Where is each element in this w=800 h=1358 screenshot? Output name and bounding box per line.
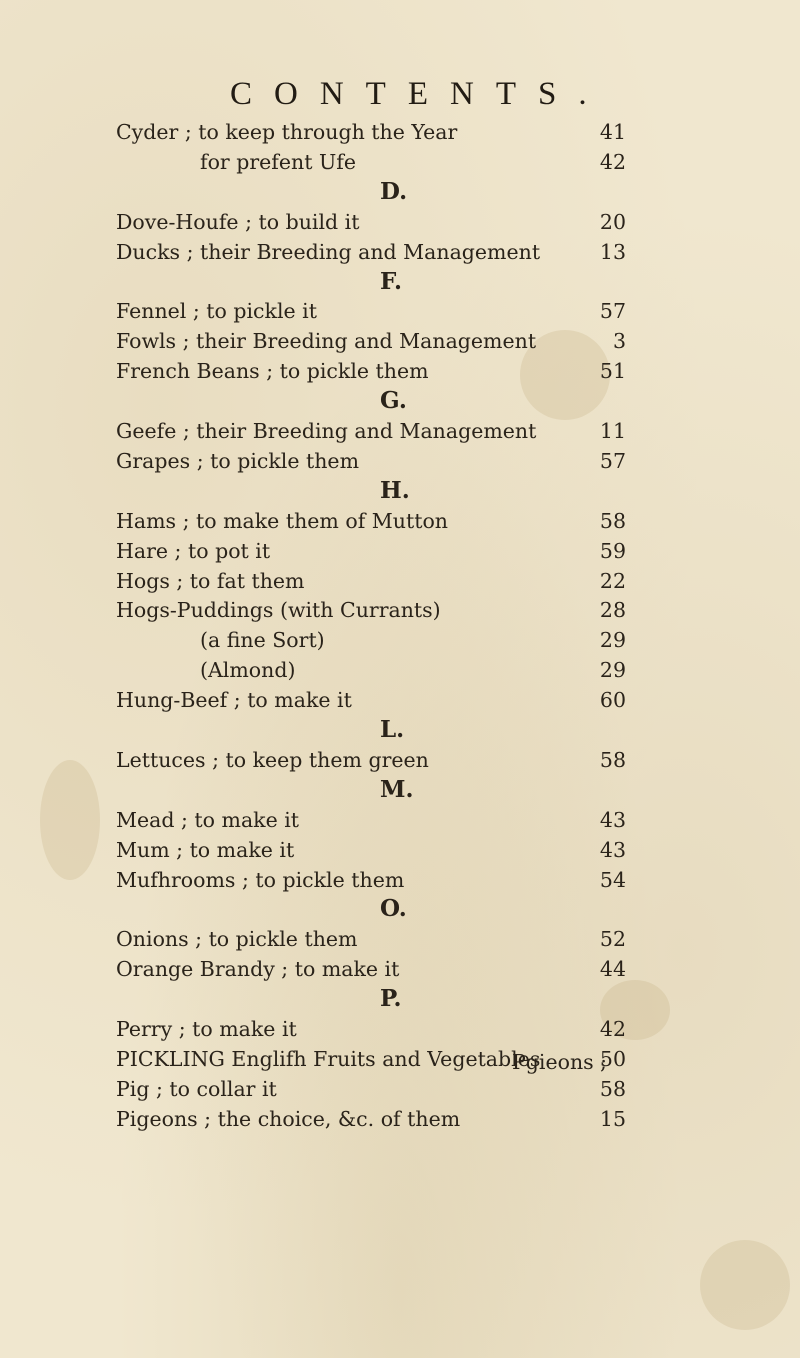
- entry-text: Cyder ; to keep through the Year: [116, 120, 458, 144]
- contents-entry: [0, 805, 800, 835]
- entry-text: Mum ; to make it: [116, 837, 295, 862]
- contents-entry: [0, 865, 800, 895]
- contents-entry: [0, 1074, 800, 1104]
- contents-entry: [0, 655, 800, 685]
- entry-page: 42: [599, 1017, 626, 1041]
- entry-text: (Almond): [200, 658, 296, 683]
- section-letter: F.: [380, 267, 403, 295]
- entry-text: Pigeons ; the choice, &c. of them: [116, 1106, 461, 1131]
- entry-text: Hams ; to make them of Mutton: [116, 508, 449, 533]
- entry-page: 42: [599, 149, 626, 174]
- entry-page: 50: [599, 1046, 626, 1071]
- entry-text: Perry ; to make it: [116, 1017, 297, 1041]
- section-letter: L.: [380, 716, 405, 743]
- entry-text: Geefe ; their Breeding and Management: [116, 419, 537, 443]
- section-letter: P.: [380, 985, 402, 1013]
- entry-text: Hogs-Puddings (with Currants): [116, 598, 441, 623]
- contents-entry: [0, 207, 800, 237]
- contents-entry: [0, 745, 800, 775]
- section-letter: M.: [380, 775, 414, 803]
- entry-text: Orange Brandy ; to make it: [116, 957, 400, 982]
- entry-page: 51: [599, 359, 626, 384]
- entry-page: 43: [599, 807, 626, 832]
- entry-page: 52: [599, 927, 626, 952]
- contents-entry: [0, 416, 800, 446]
- entry-page: 20: [599, 209, 626, 234]
- contents-entry: [0, 685, 800, 715]
- contents-entry: [0, 625, 800, 655]
- contents-entry: [0, 1014, 800, 1044]
- entry-text: French Beans ; to pickle them: [116, 359, 429, 384]
- entry-page: 15: [599, 1106, 626, 1131]
- entry-page: 22: [599, 568, 626, 593]
- contents-entry: [0, 356, 800, 386]
- entry-page: 29: [599, 658, 626, 683]
- contents-entry: [0, 296, 800, 326]
- contents-entry: [0, 446, 800, 476]
- entry-text: Fowls ; their Breeding and Management: [116, 329, 537, 354]
- entry-page: 43: [599, 837, 626, 862]
- entry-page: 58: [599, 508, 626, 533]
- catchword: Pgieons ;: [512, 1050, 608, 1074]
- contents-entry: [0, 237, 800, 267]
- entry-page: 13: [599, 239, 626, 264]
- contents-entry: [0, 147, 800, 177]
- contents-entry: [0, 1104, 800, 1134]
- entry-page: 58: [599, 1076, 626, 1101]
- contents-entry: [0, 566, 800, 596]
- contents-entry: [0, 536, 800, 566]
- entry-text: Fennel ; to pickle it: [116, 299, 317, 324]
- entry-text: Mead ; to make it: [116, 807, 300, 832]
- page-title: CONTENTS.: [230, 76, 609, 112]
- entry-page: 41: [599, 120, 626, 144]
- entry-text: Lettuces ; to keep them green: [116, 747, 429, 772]
- contents-entry: [0, 835, 800, 865]
- entry-text: Mufhrooms ; to pickle them: [116, 867, 405, 892]
- entry-text: Hung-Beef ; to make it: [116, 688, 352, 713]
- contents-entry: [0, 1044, 800, 1074]
- entry-page: 28: [599, 598, 626, 623]
- entry-text: Hare ; to pot it: [116, 538, 271, 563]
- entry-page: 57: [599, 299, 626, 324]
- entry-page: 11: [599, 419, 626, 443]
- entry-text: Onions ; to pickle them: [116, 927, 358, 952]
- entry-text: PICKLING Englifh Fruits and Vegetables: [116, 1046, 541, 1071]
- entry-page: 57: [599, 448, 626, 473]
- entry-page: 58: [599, 747, 626, 772]
- contents-entry: [0, 117, 800, 147]
- entry-page: 3: [612, 329, 626, 354]
- contents-entry: [0, 924, 800, 954]
- section-letter: G.: [380, 387, 407, 415]
- contents-entry: [0, 506, 800, 536]
- section-letter: D.: [380, 177, 408, 205]
- entry-page: 54: [599, 867, 626, 892]
- entry-text: Grapes ; to pickle them: [116, 448, 360, 473]
- entry-page: 59: [599, 538, 626, 563]
- entry-page: 60: [599, 688, 626, 713]
- entry-text: Hogs ; to fat them: [116, 568, 305, 593]
- entry-text: (a fine Sort): [200, 628, 325, 653]
- contents-entry: [0, 954, 800, 984]
- entry-text: Dove-Houfe ; to build it: [116, 209, 360, 234]
- entry-text: Pig ; to collar it: [116, 1076, 277, 1101]
- entry-text: Ducks ; their Breeding and Management: [116, 239, 541, 264]
- section-letter: H.: [380, 476, 410, 504]
- contents-entry: [0, 326, 800, 356]
- entry-page: 29: [599, 628, 626, 653]
- entry-page: 44: [599, 957, 626, 982]
- contents-entry: [0, 595, 800, 625]
- section-letter: O.: [380, 895, 407, 923]
- entry-text: for prefent Ufe: [200, 149, 356, 174]
